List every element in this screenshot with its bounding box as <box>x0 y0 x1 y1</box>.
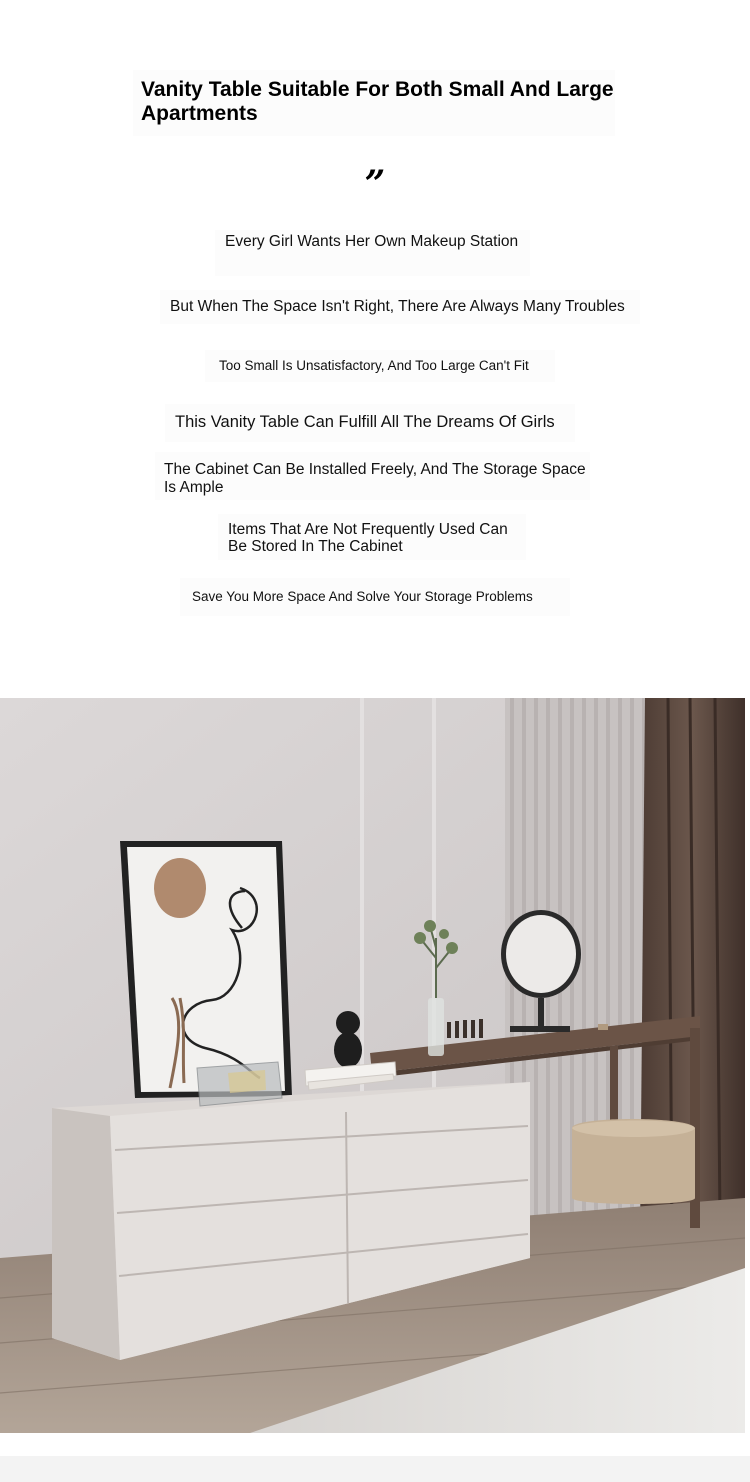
copy-line-4: This Vanity Table Can Fulfill All The Dreams Of Girls <box>165 404 575 442</box>
stool <box>572 1119 695 1204</box>
bottom-strip <box>0 1456 750 1482</box>
product-photo <box>0 698 745 1433</box>
copy-line-3: Too Small Is Unsatisfactory, And Too Large Can't Fit <box>205 350 555 382</box>
bear-figurine <box>334 1011 362 1068</box>
glass-box <box>197 1062 282 1106</box>
quote-mark: ” <box>364 163 386 205</box>
copy-line-1: Every Girl Wants Her Own Makeup Station <box>215 230 530 276</box>
copy-line-2: But When The Space Isn't Right, There Are Always Many Troubles <box>160 290 640 324</box>
copy-line-5: The Cabinet Can Be Installed Freely, And The Storage Space Is Ample <box>155 452 590 500</box>
copy-line-7: Save You More Space And Solve Your Storage Problems <box>180 578 570 616</box>
copy-line-6: Items That Are Not Frequently Used Can Be Stored In The Cabinet <box>218 514 526 560</box>
product-heading: Vanity Table Suitable For Both Small And Large Apartments <box>133 70 615 136</box>
art-frame <box>120 841 292 1098</box>
